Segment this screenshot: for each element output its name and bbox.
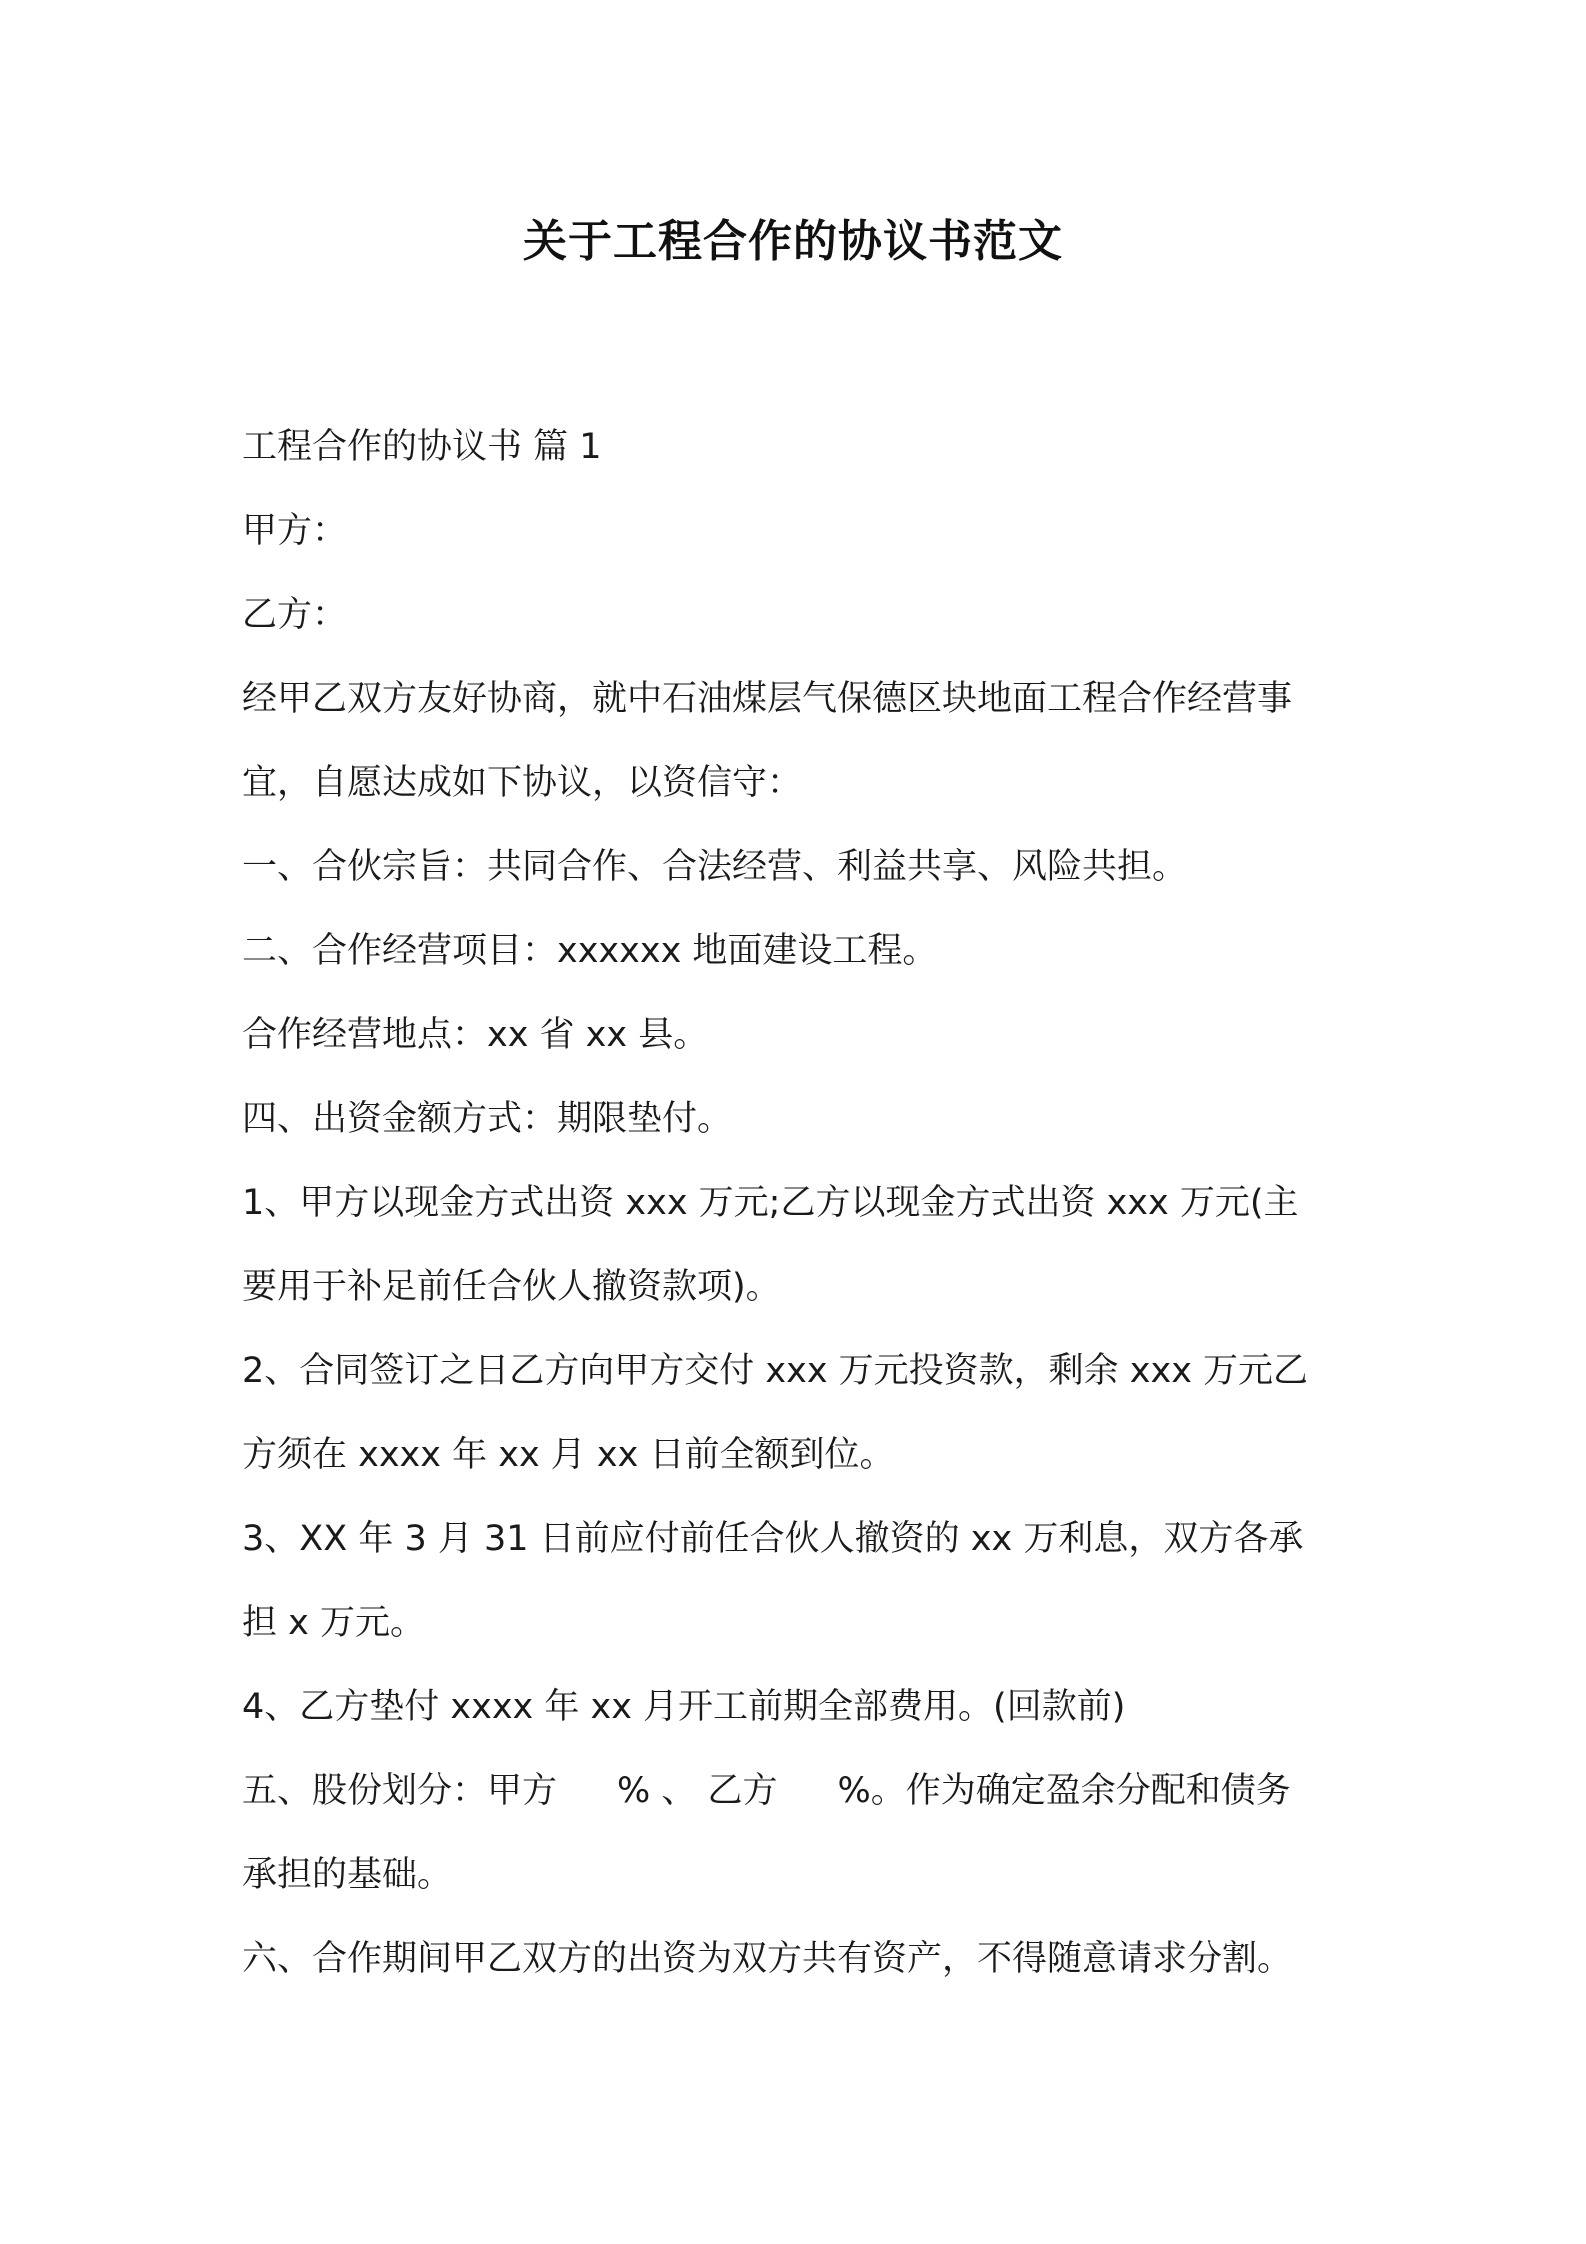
document-body bbox=[242, 405, 1362, 2001]
investment-item-3-line-1: 3、XX 年 3 月 31 日前应付前任合伙人撤资的 xx 万利息，双方各承 bbox=[242, 1519, 1304, 1559]
investment-item-2-line-2: 方须在 xxxx 年 xx 月 xx 日前全额到位。 bbox=[242, 1435, 895, 1475]
investment-item-1-line-1: 1、甲方以现金方式出资 xxx 万元;乙方以现金方式出资 xxx 万元(主 bbox=[242, 1183, 1299, 1223]
clause-investment: 四、出资金额方式：期限垫付。 bbox=[242, 1099, 733, 1139]
shares-purpose: %。作为确定盈余分配和债务 bbox=[837, 1771, 1291, 1811]
clause-purpose: 一、合伙宗旨：共同合作、合法经营、利益共享、风险共担。 bbox=[242, 847, 1188, 887]
party-b-line: 乙方： bbox=[242, 595, 348, 635]
section-heading: 工程合作的协议书 篇 1 bbox=[242, 427, 602, 467]
investment-item-3-line-2: 担 x 万元。 bbox=[242, 1603, 425, 1643]
shares-party-b: % 、 乙方 bbox=[617, 1771, 778, 1811]
shares-party-a: 五、股份划分：甲方 bbox=[242, 1771, 558, 1811]
clause-shares-line-1 bbox=[242, 1749, 1362, 1833]
investment-item-2-line-1: 2、合同签订之日乙方向甲方交付 xxx 万元投资款，剩余 xxx 万元乙 bbox=[242, 1351, 1309, 1391]
clause-shares-line-2: 承担的基础。 bbox=[242, 1855, 453, 1895]
investment-item-4: 4、乙方垫付 xxxx 年 xx 月开工前期全部费用。(回款前) bbox=[242, 1687, 1126, 1727]
clause-location: 合作经营地点：xx 省 xx 县。 bbox=[242, 1015, 709, 1055]
preamble-line-2: 宜，自愿达成如下协议，以资信守： bbox=[242, 763, 803, 803]
preamble-line-1: 经甲乙双方友好协商，就中石油煤层气保德区块地面工程合作经营事 bbox=[242, 679, 1293, 719]
clause-assets: 六、合作期间甲乙双方的出资为双方共有资产，不得随意请求分割。 bbox=[242, 1939, 1293, 1979]
party-a-line: 甲方： bbox=[242, 511, 348, 551]
clause-project: 二、合作经营项目：xxxxxx 地面建设工程。 bbox=[242, 931, 938, 971]
investment-item-1-line-2: 要用于补足前任合伙人撤资款项)。 bbox=[242, 1267, 781, 1307]
document-title: 关于工程合作的协议书范文 bbox=[523, 216, 1063, 267]
